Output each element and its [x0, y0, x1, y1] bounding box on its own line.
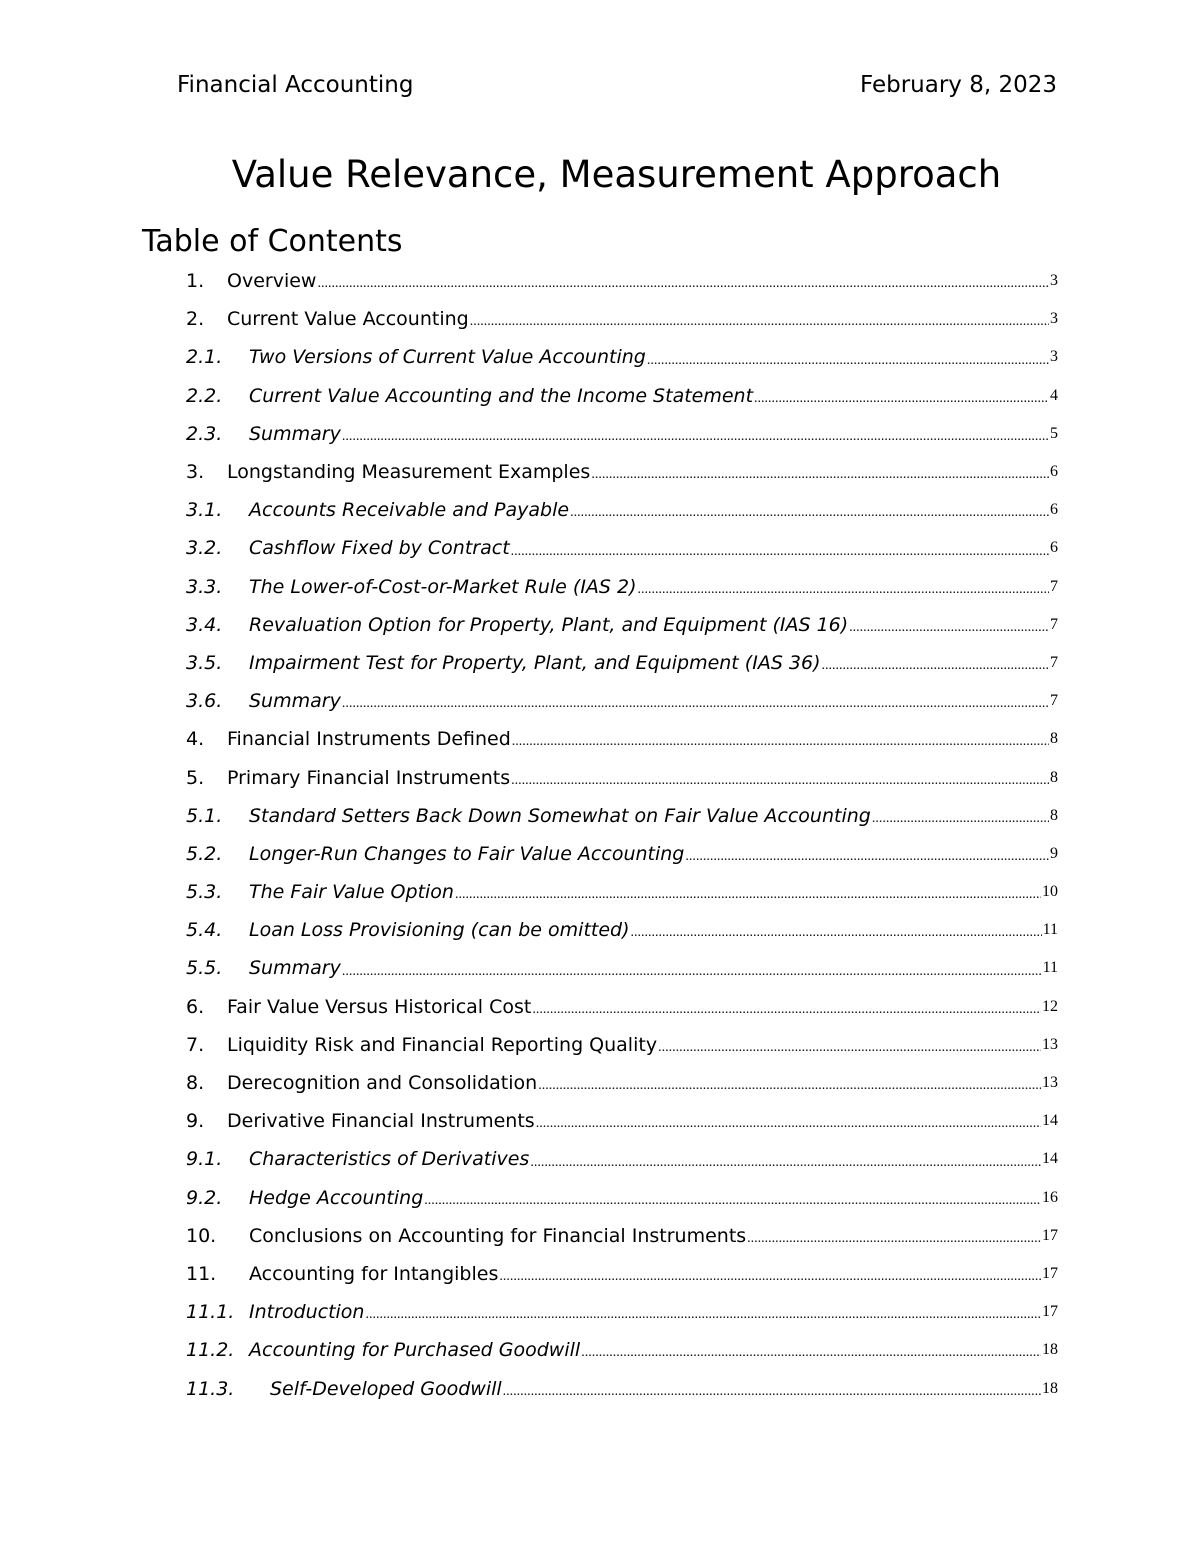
header-date: February 8, 2023: [859, 72, 1057, 98]
toc-entry-title[interactable]: Self-Developed Goodwill: [270, 1377, 502, 1400]
toc-entry-title[interactable]: Accounting for Intangibles: [249, 1262, 499, 1285]
toc-entry-page-number[interactable]: 12: [1042, 997, 1058, 1015]
toc-entry-title[interactable]: Derecognition and Consolidation: [227, 1072, 538, 1095]
toc-entry-number: 7.: [186, 1033, 205, 1056]
toc-entry[interactable]: [186, 644, 1058, 682]
toc-dot-leader: [685, 850, 1049, 873]
toc-entry-page-number[interactable]: 14: [1042, 1150, 1058, 1168]
toc-entry-number: 4.: [186, 728, 205, 751]
toc-entry-title[interactable]: Loan Loss Provisioning (can be omitted): [249, 919, 630, 942]
toc-entry-title[interactable]: Primary Financial Instruments: [227, 766, 511, 789]
toc-entry[interactable]: [186, 1255, 1058, 1293]
toc-entry-page-number[interactable]: 11: [1042, 959, 1058, 977]
toc-dot-leader: [511, 774, 1049, 797]
toc-entry[interactable]: [186, 1217, 1058, 1255]
toc-entry-page-number[interactable]: 4: [1050, 386, 1058, 404]
toc-entry-page-number[interactable]: 6: [1050, 463, 1058, 481]
toc-entry[interactable]: [186, 377, 1058, 415]
toc-entry[interactable]: [186, 529, 1058, 567]
toc-entry-title[interactable]: Summary: [249, 690, 341, 713]
toc-dot-leader: [536, 1117, 1041, 1140]
toc-entry-number: 5.4.: [186, 919, 223, 942]
toc-entry-page-number[interactable]: 6: [1050, 501, 1058, 519]
toc-entry[interactable]: [186, 491, 1058, 529]
toc-entry[interactable]: [186, 797, 1058, 835]
toc-dot-leader: [532, 1003, 1041, 1026]
toc-entry[interactable]: [186, 988, 1058, 1026]
toc-entry-page-number[interactable]: 16: [1042, 1188, 1058, 1206]
toc-heading: Table of Contents: [142, 224, 403, 259]
toc-entry-title[interactable]: Liquidity Risk and Financial Reporting Quality: [227, 1033, 658, 1056]
toc-entry-title[interactable]: Current Value Accounting: [227, 308, 469, 331]
toc-entry-page-number[interactable]: 3: [1050, 272, 1058, 290]
toc-dot-leader: [317, 277, 1049, 300]
toc-entry-number: 8.: [186, 1072, 205, 1095]
toc-entry[interactable]: [186, 758, 1058, 796]
toc-entry-number: 5.: [186, 766, 205, 789]
toc-dot-leader: [530, 1156, 1041, 1179]
toc-entry-number: 11.3.: [186, 1377, 235, 1400]
toc-entry-number: 1.: [186, 270, 205, 293]
toc-dot-leader: [511, 545, 1049, 568]
toc-dot-leader: [512, 735, 1049, 758]
toc-dot-leader: [591, 468, 1049, 491]
toc-entry[interactable]: [186, 911, 1058, 949]
toc-entry-page-number[interactable]: 7: [1050, 615, 1058, 633]
toc-entry[interactable]: [186, 682, 1058, 720]
toc-entry[interactable]: [186, 720, 1058, 758]
toc-entry[interactable]: [186, 949, 1058, 987]
toc-entry-page-number[interactable]: 10: [1042, 883, 1058, 901]
toc-entry-number: 11.2.: [186, 1339, 235, 1362]
table-of-contents: [186, 262, 1058, 1408]
toc-entry[interactable]: [186, 262, 1058, 300]
toc-entry-number: 3.3.: [186, 575, 223, 598]
toc-entry-page-number[interactable]: 18: [1042, 1379, 1058, 1397]
toc-entry-page-number[interactable]: 8: [1050, 806, 1058, 824]
toc-dot-leader: [872, 812, 1049, 835]
toc-entry[interactable]: [186, 453, 1058, 491]
toc-entry-number: 3.4.: [186, 613, 223, 636]
toc-dot-leader: [581, 1346, 1041, 1369]
toc-entry-number: 10.: [186, 1224, 217, 1247]
toc-entry-number: 3.1.: [186, 499, 223, 522]
toc-dot-leader: [424, 1194, 1041, 1217]
toc-entry[interactable]: [186, 568, 1058, 606]
toc-entry[interactable]: [186, 1293, 1058, 1331]
toc-entry-title[interactable]: Summary: [249, 422, 341, 445]
toc-dot-leader: [470, 315, 1049, 338]
toc-entry-title[interactable]: Financial Instruments Defined: [227, 728, 511, 751]
toc-entry[interactable]: [186, 1140, 1058, 1178]
toc-dot-leader: [455, 888, 1041, 911]
toc-entry-number: 5.1.: [186, 804, 223, 827]
document-title: Value Relevance, Measurement Approach: [231, 153, 1002, 196]
toc-entry[interactable]: [186, 415, 1058, 453]
toc-entry-number: 11.1.: [186, 1301, 235, 1324]
toc-entry-number: 2.2.: [186, 384, 223, 407]
toc-entry-title[interactable]: The Lower-of-Cost-or-Market Rule (IAS 2): [249, 575, 637, 598]
toc-entry[interactable]: [186, 606, 1058, 644]
toc-entry-page-number[interactable]: 5: [1050, 424, 1058, 442]
toc-entry-page-number[interactable]: 6: [1050, 539, 1058, 557]
toc-dot-leader: [538, 1079, 1041, 1102]
toc-entry-number: 2.1.: [186, 346, 223, 369]
toc-dot-leader: [754, 392, 1049, 415]
toc-dot-leader: [342, 430, 1049, 453]
toc-entry-number: 6.: [186, 995, 205, 1018]
toc-entry-number: 2.3.: [186, 422, 223, 445]
toc-entry-number: 9.1.: [186, 1148, 223, 1171]
toc-entry[interactable]: [186, 1331, 1058, 1369]
toc-entry[interactable]: [186, 1064, 1058, 1102]
toc-dot-leader: [365, 1308, 1041, 1331]
toc-entry-title[interactable]: Derivative Financial Instruments: [227, 1110, 535, 1133]
toc-dot-leader: [822, 659, 1049, 682]
toc-entry-title[interactable]: Longer-Run Changes to Fair Value Accounting: [249, 842, 685, 865]
toc-entry-number: 5.3.: [186, 881, 223, 904]
toc-entry-title[interactable]: Standard Setters Back Down Somewhat on Fair Value Accounting: [249, 804, 871, 827]
toc-entry-title[interactable]: Longstanding Measurement Examples: [227, 461, 591, 484]
toc-dot-leader: [503, 1385, 1041, 1408]
toc-entry[interactable]: [186, 1102, 1058, 1140]
toc-entry-title[interactable]: The Fair Value Option: [249, 881, 454, 904]
toc-entry-number: 9.2.: [186, 1186, 223, 1209]
toc-entry-title[interactable]: Fair Value Versus Historical Cost: [227, 995, 532, 1018]
toc-entry-page-number[interactable]: 18: [1042, 1341, 1058, 1359]
toc-dot-leader: [342, 965, 1042, 988]
toc-entry-number: 9.: [186, 1110, 205, 1133]
toc-entry-page-number[interactable]: 17: [1042, 1303, 1058, 1321]
toc-dot-leader: [658, 1041, 1041, 1064]
toc-entry-page-number[interactable]: 17: [1042, 1264, 1058, 1282]
toc-entry[interactable]: [186, 1369, 1058, 1407]
toc-entry-title[interactable]: Overview: [227, 270, 317, 293]
toc-entry-title[interactable]: Introduction: [249, 1301, 365, 1324]
toc-dot-leader: [570, 506, 1049, 529]
toc-entry-number: 5.2.: [186, 842, 223, 865]
toc-entry-title[interactable]: Accounts Receivable and Payable: [249, 499, 570, 522]
toc-entry-page-number[interactable]: 9: [1050, 844, 1058, 862]
toc-entry-number: 3.6.: [186, 690, 223, 713]
toc-entry[interactable]: [186, 835, 1058, 873]
toc-entry-title[interactable]: Conclusions on Accounting for Financial Instruments: [249, 1224, 747, 1247]
toc-entry-page-number[interactable]: 13: [1042, 1035, 1058, 1053]
toc-entry-title[interactable]: Revaluation Option for Property, Plant, and Equipment (IAS 16): [249, 613, 849, 636]
toc-dot-leader: [849, 621, 1049, 644]
header-course-title: Financial Accounting: [177, 72, 414, 98]
toc-entry-number: 3.5.: [186, 651, 223, 674]
toc-entry-title[interactable]: Current Value Accounting and the Income Statement: [249, 384, 754, 407]
toc-entry[interactable]: [186, 1179, 1058, 1217]
toc-dot-leader: [631, 926, 1042, 949]
toc-entry-page-number[interactable]: 7: [1050, 692, 1058, 710]
toc-entry-number: 11.: [186, 1262, 217, 1285]
toc-entry-title[interactable]: Characteristics of Derivatives: [249, 1148, 530, 1171]
toc-entry-title[interactable]: Impairment Test for Property, Plant, and Equipment (IAS 36): [249, 651, 821, 674]
toc-entry-page-number[interactable]: 3: [1050, 310, 1058, 328]
toc-entry-title[interactable]: Accounting for Purchased Goodwill: [249, 1339, 581, 1362]
toc-entry[interactable]: [186, 300, 1058, 338]
toc-dot-leader: [342, 697, 1049, 720]
toc-dot-leader: [747, 1232, 1041, 1255]
toc-entry[interactable]: [186, 1026, 1058, 1064]
toc-entry[interactable]: [186, 338, 1058, 376]
toc-entry-page-number[interactable]: 14: [1042, 1112, 1058, 1130]
toc-entry-page-number[interactable]: 8: [1050, 768, 1058, 786]
toc-dot-leader: [647, 354, 1049, 377]
toc-entry-number: 3.2.: [186, 537, 223, 560]
toc-entry-number: 5.5.: [186, 957, 223, 980]
toc-dot-leader: [638, 583, 1049, 606]
toc-entry-title[interactable]: Summary: [249, 957, 341, 980]
toc-entry-page-number[interactable]: 13: [1042, 1074, 1058, 1092]
toc-entry-number: 2.: [186, 308, 205, 331]
toc-dot-leader: [499, 1270, 1041, 1293]
toc-entry-page-number[interactable]: 11: [1042, 921, 1058, 939]
toc-entry-title[interactable]: Two Versions of Current Value Accounting: [249, 346, 646, 369]
toc-entry-page-number[interactable]: 8: [1050, 730, 1058, 748]
toc-entry-number: 3.: [186, 461, 205, 484]
toc-entry-title[interactable]: Hedge Accounting: [249, 1186, 424, 1209]
toc-entry-page-number[interactable]: 7: [1050, 577, 1058, 595]
toc-entry-page-number[interactable]: 3: [1050, 348, 1058, 366]
toc-entry-page-number[interactable]: 17: [1042, 1226, 1058, 1244]
toc-entry-title[interactable]: Cashflow Fixed by Contract: [249, 537, 510, 560]
toc-entry[interactable]: [186, 873, 1058, 911]
toc-entry-page-number[interactable]: 7: [1050, 653, 1058, 671]
